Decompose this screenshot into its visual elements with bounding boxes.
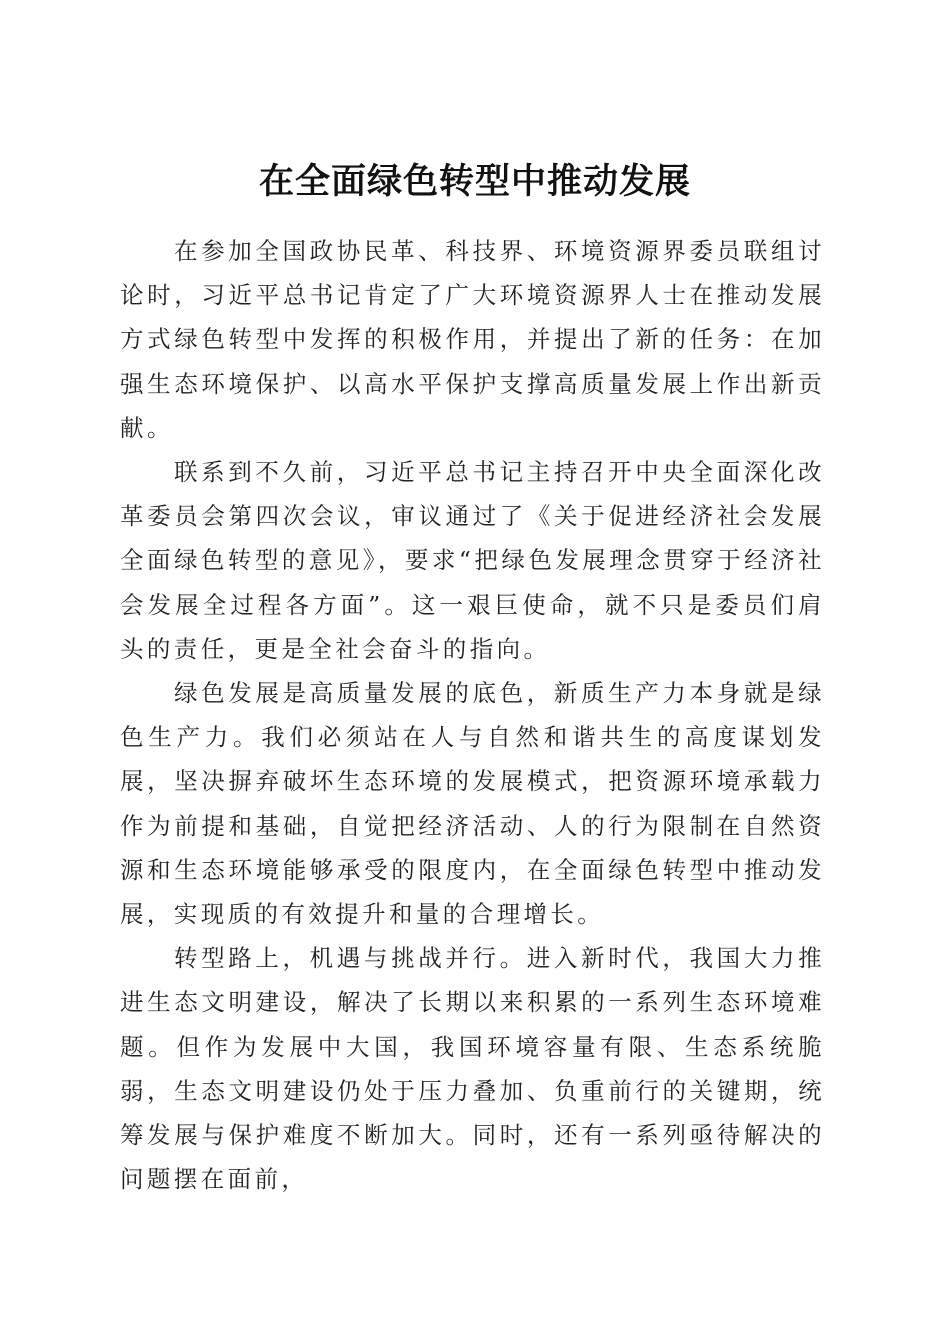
paragraph-2: 联系到不久前，习近平总书记主持召开中央全面深化改革委员会第四次会议，审议通过了《关于促进经济社会发展全面绿色转型的意见》，要求“把绿色发展理念贯穿于经济社会发展全过程各方面”。这一艰巨使命，就不只是委员们肩头的责任，更是全社会奋斗的指向。 [120, 458, 825, 663]
paragraph-4: 转型路上，机遇与挑战并行。进入新时代，我国大力推进生态文明建设，解决了长期以来积累的一系列生态环境难题。但作为发展中大国，我国环境容量有限、生态系统脆弱，生态文明建设仍处于压力叠加、负重前行的关键期，统筹发展与保护难度不断加大。同时，还有一系列亟待解决的问题摆在面前， [120, 944, 825, 1194]
paragraph-1: 在参加全国政协民革、科技界、环境资源界委员联组讨论时，习近平总书记肯定了广大环境资源界人士在推动发展方式绿色转型中发挥的积极作用，并提出了新的任务：在加强生态环境保护、以高水平保护支撑高质量发展上作出新贡献。 [120, 237, 825, 442]
document-body [120, 229, 825, 1201]
paragraph-3: 绿色发展是高质量发展的底色，新质生产力本身就是绿色生产力。我们必须站在人与自然和谐共生的高度谋划发展，坚决摒弃破坏生态环境的发展模式，把资源环境承载力作为前提和基础，自觉把经济活动、人的行为限制在自然资源和生态环境能够承受的限度内，在全面绿色转型中推动发展，实现质的有效提升和量的合理增长。 [120, 679, 825, 929]
document-title: 在全面绿色转型中推动发展 [258, 161, 691, 203]
